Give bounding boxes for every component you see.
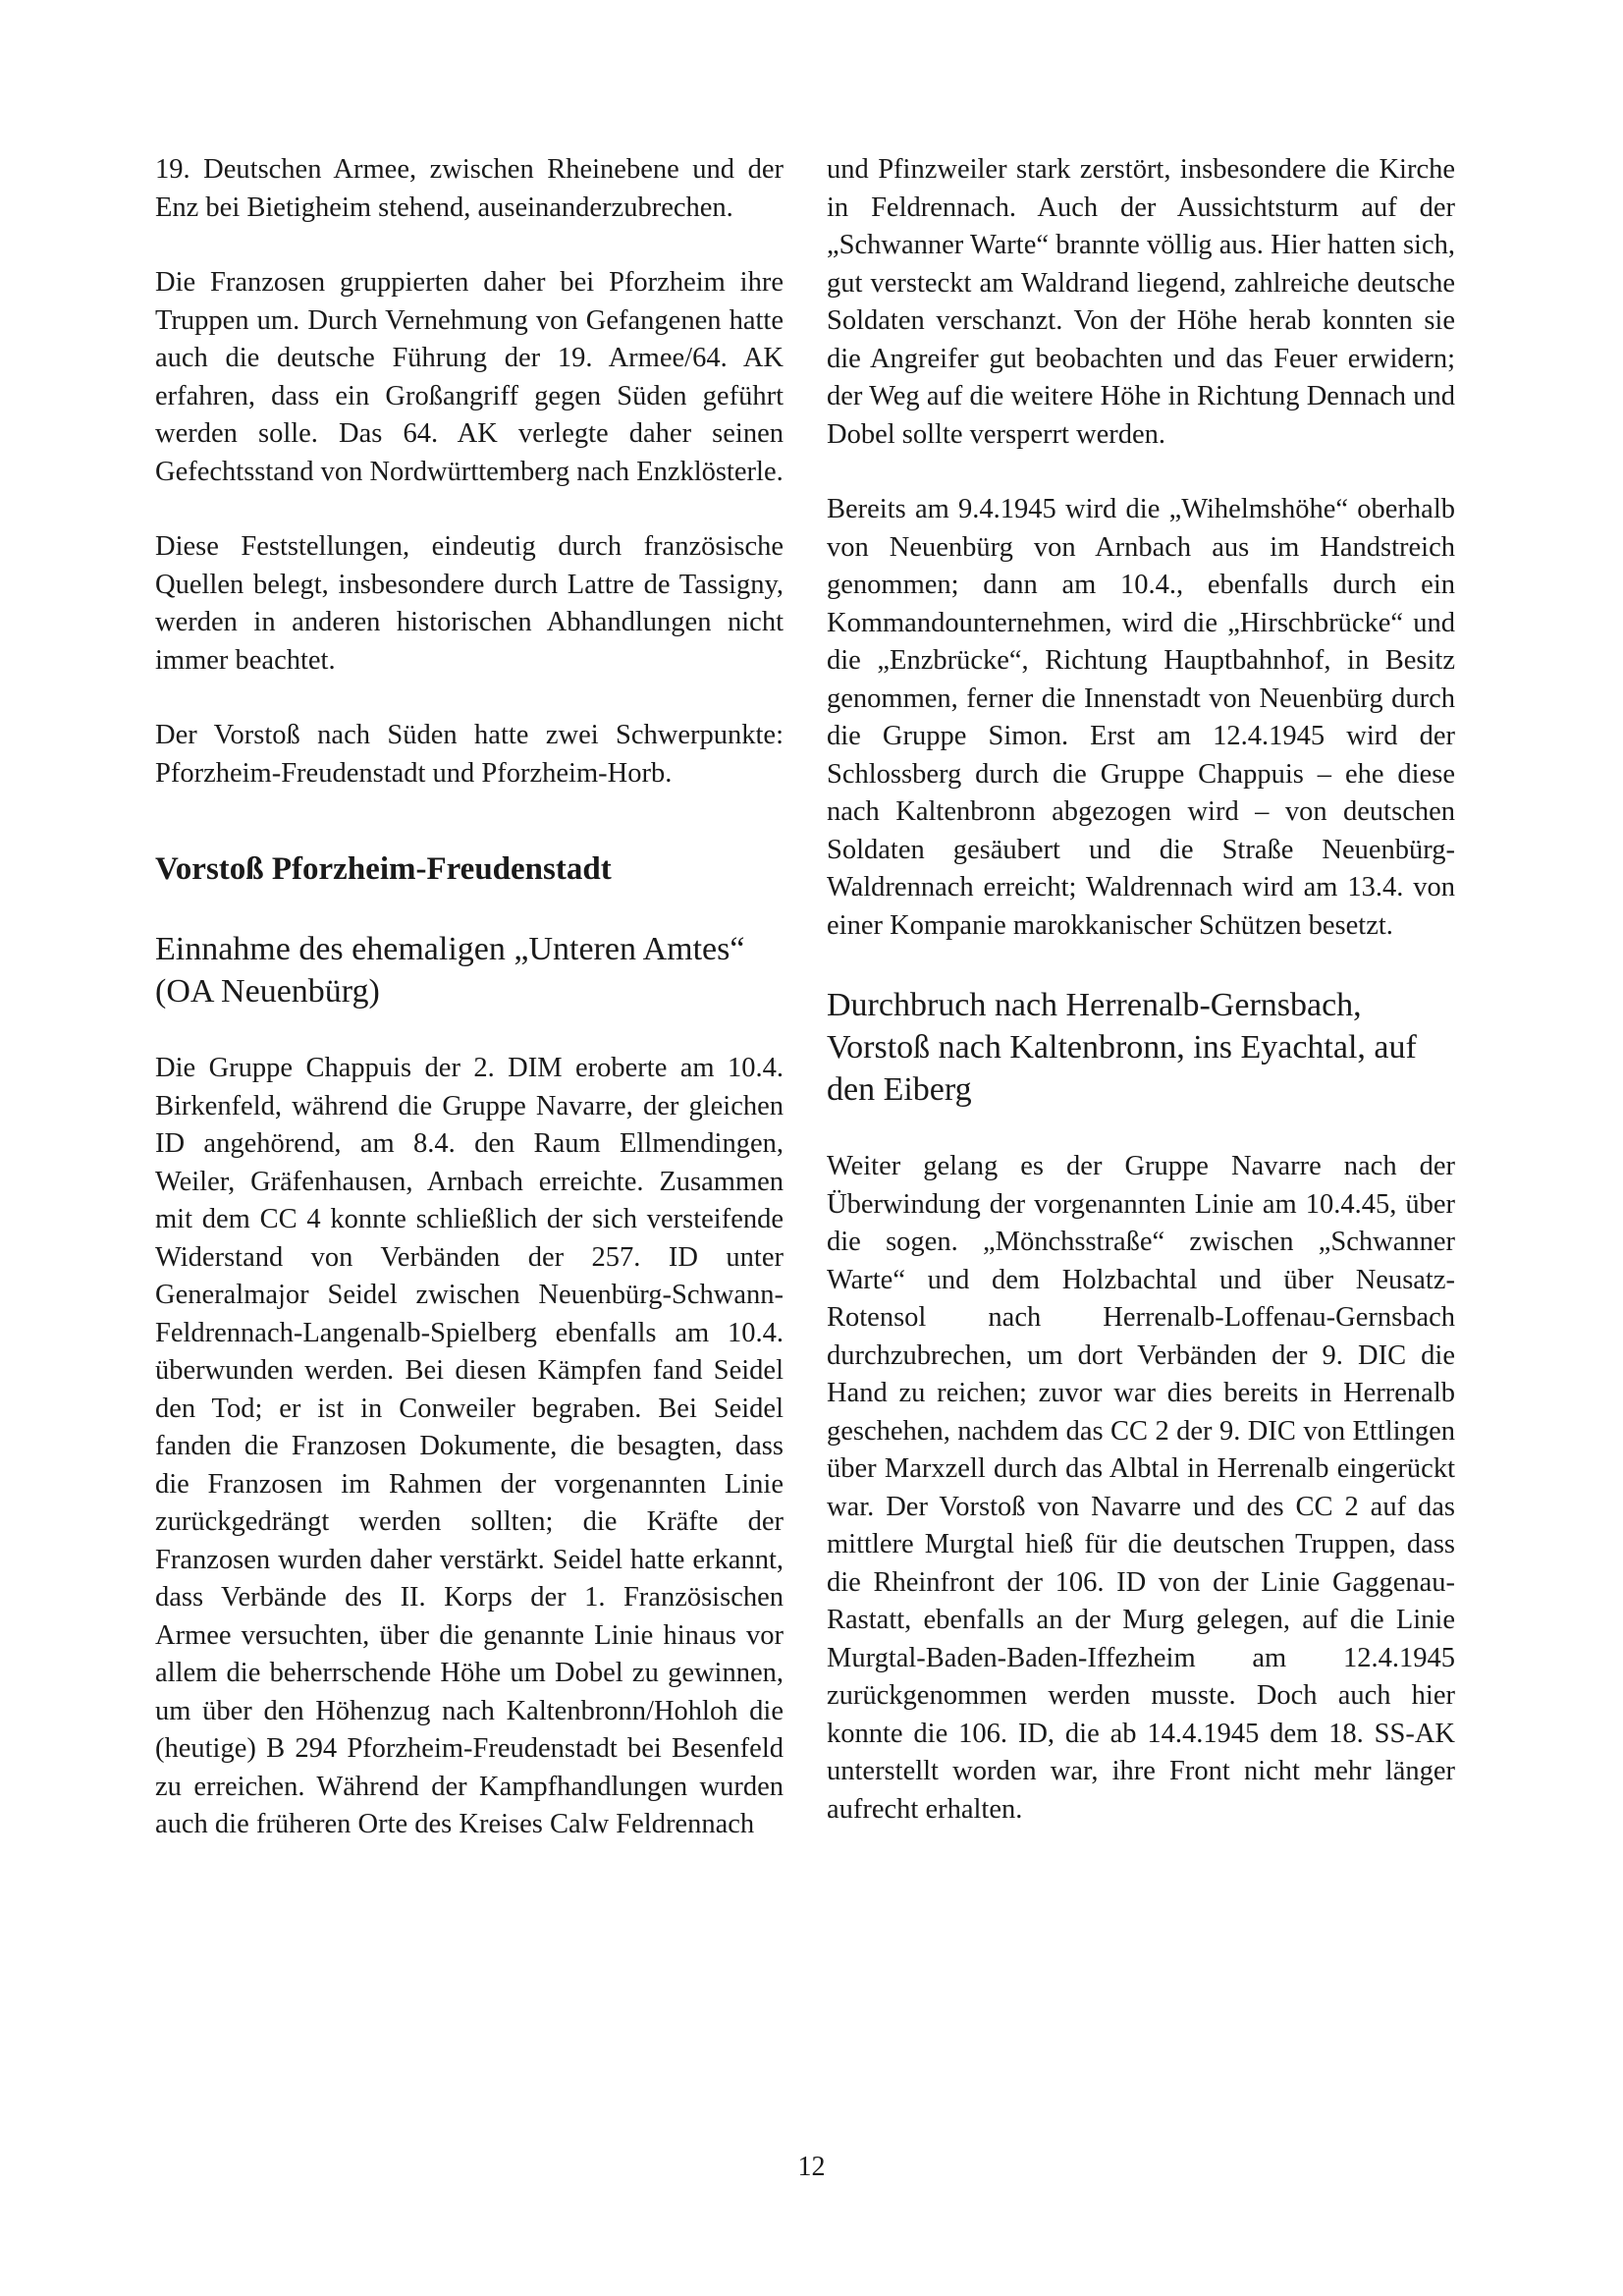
paragraph: Die Gruppe Chappuis der 2. DIM eroberte am 10.4. Birkenfeld, während die Gruppe Navarre, der gleichen ID angehörend, am 8.4. den Raum Ellmendingen, Weiler, Gräfenhausen, Arnbach erreichte. Zusammen mit dem CC 4 konnte schließlich der sich versteifende Widerstand von Verbänden der 257. ID unter Generalmajor Seidel zwischen Neuenbürg-Schwann-Feldrennach-Langenalb-Spielberg ebenfalls am 10.4. überwunden werden. Bei diesen Kämpfen fand Seidel den Tod; er ist in Conweiler begraben. Bei Seidel fanden die Franzosen Dokumente, die besagten, dass die Franzosen im Rahmen der vorgenannten Linie zurückgedrängt werden sollten; die Kräfte der Franzosen wurden daher verstärkt. Seidel hatte erkannt, dass Verbände des II. Korps der 1. Französischen Armee versuchten, über die genannte Linie hinaus vor allem die beherrschende Höhe um Dobel zu gewinnen, um über den Höhenzug nach Kaltenbronn/Hohloh die (heutige) B 294 Pforzheim-Freudenstadt bei Besenfeld zu erreichen. Während der Kampfhandlungen wurden auch die früheren Orte des Kreises Calw Feldrennach xyxy=(155,1053,784,1839)
subsection-heading: Einnahme des ehemaligen „Unteren Amtes“ (OA Neuenbürg) xyxy=(155,931,745,1010)
paragraph: Der Vorstoß nach Süden hatte zwei Schwerpunkte: Pforzheim-Freudenstadt und Pforzheim-Horb. xyxy=(155,720,784,789)
paragraph: Die Franzosen gruppierten daher bei Pforzheim ihre Truppen um. Durch Vernehmung von Gefangenen hatte auch die deutsche Führung der 19. Armee/64. AK erfahren, dass ein Großangriff gegen Süden geführt werden solle. Das 64. AK verlegte daher seinen Gefechtsstand von Nordwürttemberg nach Enzklösterle. xyxy=(155,267,784,487)
subsection-heading: Durchbruch nach Herrenalb-Gernsbach, Vorstoß nach Kaltenbronn, ins Eyachtal, auf den Eiberg xyxy=(827,987,1417,1108)
left-column xyxy=(155,151,784,1844)
paragraph: und Pfinzweiler stark zerstört, insbesondere die Kirche in Feldrennach. Auch der Aussichtsturm auf der „Schwanner Warte“ brannte völlig aus. Hier hatten sich, gut versteckt am Waldrand liegend, zahlreiche deutsche Soldaten verschanzt. Von der Höhe herab konnten sie die Angreifer gut beobachten und das Feuer erwidern; der Weg auf die weitere Höhe in Richtung Dennach und Dobel sollte versperrt werden. xyxy=(827,154,1455,450)
right-column xyxy=(827,151,1455,1829)
paragraph: Diese Feststellungen, eindeutig durch französische Quellen belegt, insbesondere durch Lattre de Tassigny, werden in anderen historischen Abhandlungen nicht immer beachtet. xyxy=(155,531,784,676)
page-number: 12 xyxy=(797,2152,826,2182)
section-heading: Vorstoß Pforzheim-Freudenstadt xyxy=(155,851,612,887)
paragraph: Bereits am 9.4.1945 wird die „Wihelmshöhe“ oberhalb von Neuenbürg von Arnbach aus im Handstreich genommen; dann am 10.4., ebenfalls durch ein Kommandounternehmen, wird die „Hirschbrücke“ und die „Enzbrücke“, Richtung Hauptbahnhof, in Besitz genommen, ferner die Innenstadt von Neuenbürg durch die Gruppe Simon. Erst am 12.4.1945 wird der Schlossberg durch die Gruppe Chappuis – ehe diese nach Kaltenbronn abgezogen wird – von deutschen Soldaten gesäubert und die Straße Neuenbürg-Waldrennach erreicht; Waldrennach wird am 13.4. von einer Kompanie marokkanischer Schützen besetzt. xyxy=(827,494,1455,941)
paragraph: Weiter gelang es der Gruppe Navarre nach der Überwindung der vorgenannten Linie am 10.4.45, über die sogen. „Mönchsstraße“ zwischen „Schwanner Warte“ und dem Holzbachtal und über Neusatz-Rotensol nach Herrenalb-Loffenau-Gernsbach durchzubrechen, um dort Verbänden der 9. DIC die Hand zu reichen; zuvor war dies bereits in Herrenalb geschehen, nachdem das CC 2 der 9. DIC von Ettlingen über Marxzell durch das Albtal in Herrenalb eingerückt war. Der Vorstoß von Navarre und des CC 2 auf das mittlere Murgtal hieß für die deutschen Truppen, dass die Rheinfront der 106. ID von der Linie Gaggenau-Rastatt, ebenfalls an der Murg gelegen, auf die Linie Murgtal-Baden-Baden-Iffezheim am 12.4.1945 zurückgenommen werden musste. Doch auch hier konnte die 106. ID, die ab 14.4.1945 dem 18. SS-AK unterstellt worden war, ihre Front nicht mehr länger aufrecht erhalten. xyxy=(827,1151,1455,1825)
paragraph: 19. Deutschen Armee, zwischen Rheinebene und der Enz bei Bietigheim stehend, auseinanderzubrechen. xyxy=(155,154,784,223)
